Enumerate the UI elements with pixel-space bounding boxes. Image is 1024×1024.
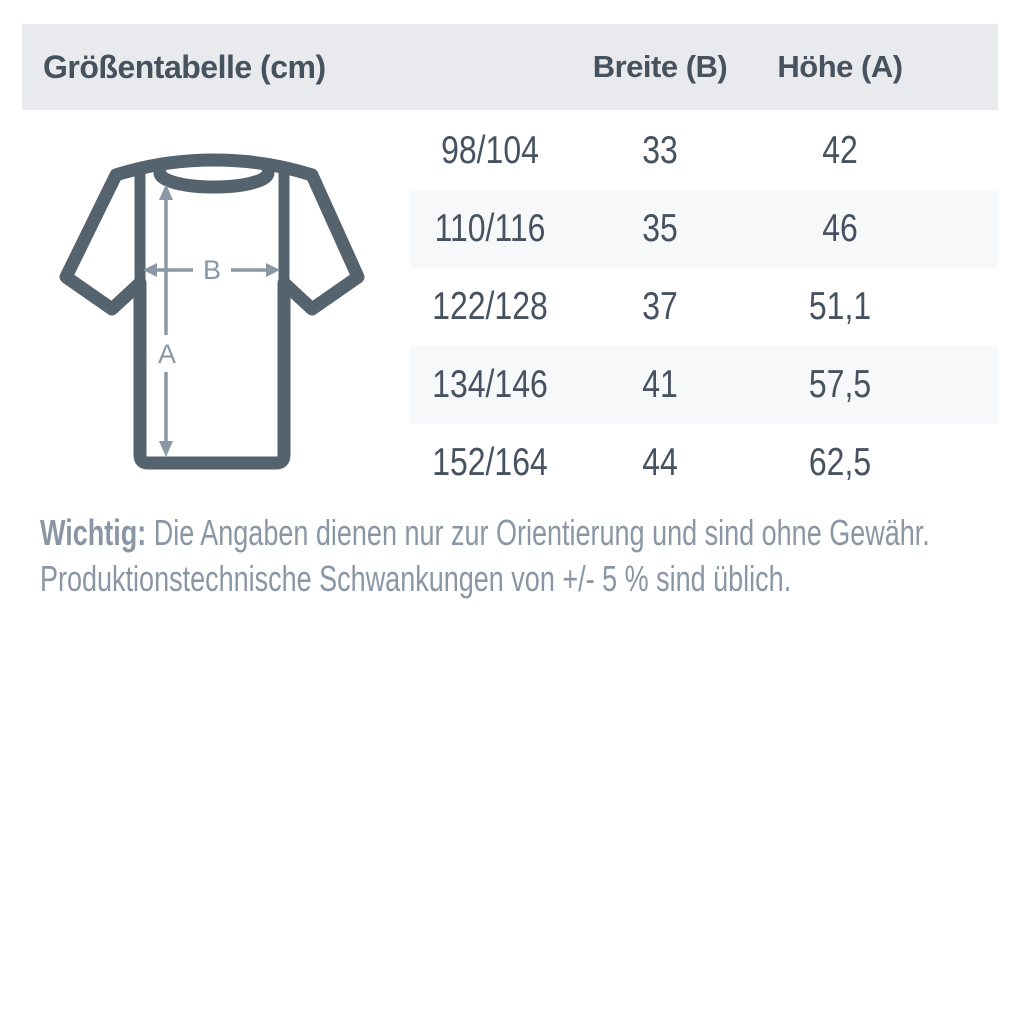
breite-value: 35 bbox=[642, 207, 678, 250]
table-row bbox=[410, 268, 998, 346]
tshirt-measurement-diagram bbox=[54, 152, 366, 478]
disclaimer-line-1 bbox=[40, 512, 930, 553]
table-row bbox=[410, 346, 998, 424]
width-label-b: B bbox=[202, 255, 222, 285]
size-value: 152/164 bbox=[432, 441, 548, 484]
page-title: Größentabelle (cm) bbox=[43, 49, 326, 85]
table-row bbox=[410, 424, 998, 502]
column-header-breite: Breite (B) bbox=[592, 49, 728, 84]
hoehe-value: 57,5 bbox=[808, 363, 872, 406]
breite-value: 33 bbox=[642, 129, 678, 172]
hoehe-value: 42 bbox=[822, 129, 858, 172]
tshirt-icon bbox=[54, 152, 366, 478]
disclaimer-text: Die Angaben dienen nur zur Orientierung und sind ohne Gewähr. bbox=[146, 512, 930, 553]
column-header-hoehe: Höhe (A) bbox=[777, 49, 903, 84]
disclaimer-line-2: Produktionstechnische Schwankungen von +/- 5 % sind üblich. bbox=[40, 558, 792, 599]
table-row bbox=[410, 190, 998, 268]
breite-value: 37 bbox=[642, 285, 678, 328]
size-value: 134/146 bbox=[432, 363, 548, 406]
breite-value: 41 bbox=[642, 363, 678, 406]
table-header-bar bbox=[22, 24, 998, 110]
height-label-a: A bbox=[157, 339, 177, 369]
table-row bbox=[410, 112, 998, 190]
size-table bbox=[410, 112, 998, 502]
size-value: 122/128 bbox=[432, 285, 548, 328]
hoehe-value: 51,1 bbox=[808, 285, 872, 328]
breite-value: 44 bbox=[642, 441, 678, 484]
hoehe-value: 46 bbox=[822, 207, 858, 250]
tshirt-outline bbox=[66, 160, 358, 463]
size-value: 110/116 bbox=[434, 207, 546, 250]
size-value: 98/104 bbox=[441, 129, 539, 172]
hoehe-value: 62,5 bbox=[808, 441, 872, 484]
disclaimer-bold-prefix: Wichtig: bbox=[40, 512, 147, 553]
